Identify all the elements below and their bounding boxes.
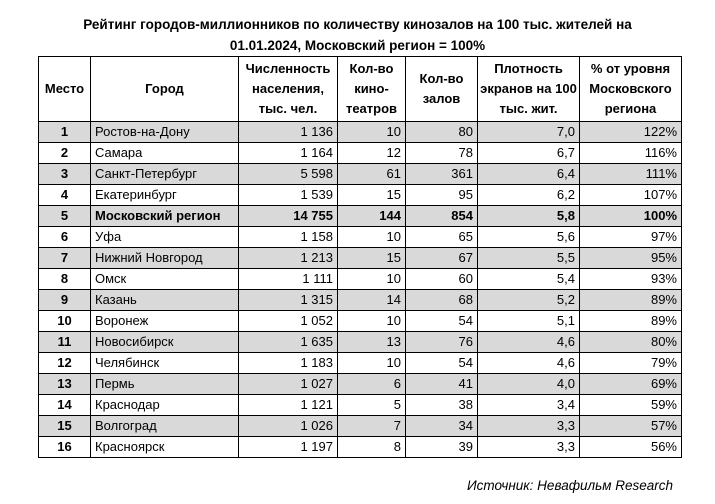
cell-cinemas: 10 <box>338 122 406 143</box>
cell-cinemas: 15 <box>338 185 406 206</box>
table-row <box>39 374 682 395</box>
table-row <box>39 332 682 353</box>
cell-population: 1 027 <box>239 374 338 395</box>
cell-percent: 107% <box>580 185 682 206</box>
cell-population: 14 755 <box>239 206 338 227</box>
cell-cinemas: 8 <box>338 437 406 458</box>
cell-rank: 3 <box>39 164 91 185</box>
cell-cinemas: 13 <box>338 332 406 353</box>
cell-rank: 8 <box>39 269 91 290</box>
cell-city: Уфа <box>91 227 239 248</box>
cell-percent: 97% <box>580 227 682 248</box>
cell-population: 1 158 <box>239 227 338 248</box>
cell-cinemas: 10 <box>338 311 406 332</box>
cell-density: 6,7 <box>478 143 580 164</box>
table-row <box>39 269 682 290</box>
cell-city: Краснодар <box>91 395 239 416</box>
cell-percent: 79% <box>580 353 682 374</box>
cell-population: 1 026 <box>239 416 338 437</box>
cell-rank: 10 <box>39 311 91 332</box>
table-row <box>39 290 682 311</box>
cell-population: 1 164 <box>239 143 338 164</box>
table-row <box>39 311 682 332</box>
cell-rank: 12 <box>39 353 91 374</box>
cell-halls: 38 <box>406 395 478 416</box>
cell-density: 3,4 <box>478 395 580 416</box>
cell-halls: 95 <box>406 185 478 206</box>
cell-rank: 9 <box>39 290 91 311</box>
cell-density: 4,6 <box>478 332 580 353</box>
cell-cinemas: 6 <box>338 374 406 395</box>
cell-cinemas: 61 <box>338 164 406 185</box>
cell-population: 1 183 <box>239 353 338 374</box>
header-row <box>39 57 682 122</box>
cell-halls: 34 <box>406 416 478 437</box>
cell-halls: 854 <box>406 206 478 227</box>
cell-density: 5,2 <box>478 290 580 311</box>
cell-city: Новосибирск <box>91 332 239 353</box>
cell-percent: 57% <box>580 416 682 437</box>
cell-halls: 54 <box>406 353 478 374</box>
cell-cinemas: 7 <box>338 416 406 437</box>
cell-rank: 15 <box>39 416 91 437</box>
cell-population: 1 197 <box>239 437 338 458</box>
cell-rank: 7 <box>39 248 91 269</box>
cell-percent: 111% <box>580 164 682 185</box>
header-population: Численность населения, тыс. чел. <box>239 57 338 122</box>
cell-halls: 60 <box>406 269 478 290</box>
cell-rank: 16 <box>39 437 91 458</box>
title-line-2: 01.01.2024, Московский регион = 100% <box>229 38 486 53</box>
cell-city: Ростов-на-Дону <box>91 122 239 143</box>
cell-cinemas: 15 <box>338 248 406 269</box>
table-row <box>39 185 682 206</box>
cell-density: 5,5 <box>478 248 580 269</box>
source-note: Источник: Невафильм Research <box>466 478 673 493</box>
header-cinemas: Кол-во кино-театров <box>338 57 406 122</box>
cell-halls: 67 <box>406 248 478 269</box>
cell-city: Красноярск <box>91 437 239 458</box>
header-density: Плотность экранов на 100 тыс. жит. <box>478 57 580 122</box>
cell-density: 6,4 <box>478 164 580 185</box>
table-row <box>39 248 682 269</box>
table-row <box>39 164 682 185</box>
cell-city: Нижний Новгород <box>91 248 239 269</box>
cell-density: 5,6 <box>478 227 580 248</box>
cell-halls: 65 <box>406 227 478 248</box>
cell-population: 1 052 <box>239 311 338 332</box>
table-title <box>0 14 715 56</box>
cell-city: Санкт-Петербург <box>91 164 239 185</box>
cell-population: 5 598 <box>239 164 338 185</box>
cell-rank: 1 <box>39 122 91 143</box>
cell-population: 1 136 <box>239 122 338 143</box>
cell-city: Челябинск <box>91 353 239 374</box>
table-row <box>39 353 682 374</box>
cell-population: 1 213 <box>239 248 338 269</box>
cell-city: Екатеринбург <box>91 185 239 206</box>
cell-percent: 69% <box>580 374 682 395</box>
header-halls: Кол-во залов <box>406 57 478 122</box>
title-line-1: Рейтинг городов-миллионников по количеству кинозалов на 100 тыс. жителей на <box>83 17 632 32</box>
table-row <box>39 416 682 437</box>
cell-cinemas: 12 <box>338 143 406 164</box>
cell-percent: 89% <box>580 311 682 332</box>
cell-halls: 41 <box>406 374 478 395</box>
cell-rank: 6 <box>39 227 91 248</box>
cell-density: 7,0 <box>478 122 580 143</box>
table-row <box>39 122 682 143</box>
cell-cinemas: 10 <box>338 269 406 290</box>
cell-halls: 361 <box>406 164 478 185</box>
cell-city: Самара <box>91 143 239 164</box>
cell-population: 1 315 <box>239 290 338 311</box>
cell-population: 1 111 <box>239 269 338 290</box>
table-row <box>39 206 682 227</box>
cell-rank: 2 <box>39 143 91 164</box>
header-city: Город <box>91 57 239 122</box>
cell-halls: 78 <box>406 143 478 164</box>
cell-density: 5,8 <box>478 206 580 227</box>
cell-city: Омск <box>91 269 239 290</box>
cell-city: Волгоград <box>91 416 239 437</box>
cell-cinemas: 10 <box>338 353 406 374</box>
cell-density: 5,4 <box>478 269 580 290</box>
cell-percent: 93% <box>580 269 682 290</box>
cell-percent: 95% <box>580 248 682 269</box>
cell-rank: 5 <box>39 206 91 227</box>
cell-city: Пермь <box>91 374 239 395</box>
cell-rank: 13 <box>39 374 91 395</box>
cell-percent: 89% <box>580 290 682 311</box>
cell-cinemas: 10 <box>338 227 406 248</box>
cell-population: 1 539 <box>239 185 338 206</box>
cell-rank: 11 <box>39 332 91 353</box>
cell-density: 4,6 <box>478 353 580 374</box>
cell-halls: 54 <box>406 311 478 332</box>
cell-percent: 56% <box>580 437 682 458</box>
table-row <box>39 437 682 458</box>
cell-density: 5,1 <box>478 311 580 332</box>
cell-city: Казань <box>91 290 239 311</box>
cell-population: 1 635 <box>239 332 338 353</box>
header-percent: % от уровня Московского региона <box>580 57 682 122</box>
cell-density: 4,0 <box>478 374 580 395</box>
cell-cinemas: 5 <box>338 395 406 416</box>
cell-percent: 122% <box>580 122 682 143</box>
cell-halls: 68 <box>406 290 478 311</box>
cell-halls: 76 <box>406 332 478 353</box>
cell-city: Московский регион <box>91 206 239 227</box>
cell-percent: 100% <box>580 206 682 227</box>
cell-density: 3,3 <box>478 416 580 437</box>
cell-city: Воронеж <box>91 311 239 332</box>
cell-rank: 4 <box>39 185 91 206</box>
cell-percent: 116% <box>580 143 682 164</box>
header-rank: Место <box>39 57 91 122</box>
cell-halls: 39 <box>406 437 478 458</box>
cell-population: 1 121 <box>239 395 338 416</box>
cinema-rating-table <box>38 56 682 458</box>
table-row <box>39 143 682 164</box>
cell-cinemas: 144 <box>338 206 406 227</box>
cell-halls: 80 <box>406 122 478 143</box>
cell-density: 3,3 <box>478 437 580 458</box>
table-row <box>39 395 682 416</box>
cell-percent: 80% <box>580 332 682 353</box>
cell-density: 6,2 <box>478 185 580 206</box>
cell-rank: 14 <box>39 395 91 416</box>
cell-cinemas: 14 <box>338 290 406 311</box>
table-row <box>39 227 682 248</box>
cell-percent: 59% <box>580 395 682 416</box>
